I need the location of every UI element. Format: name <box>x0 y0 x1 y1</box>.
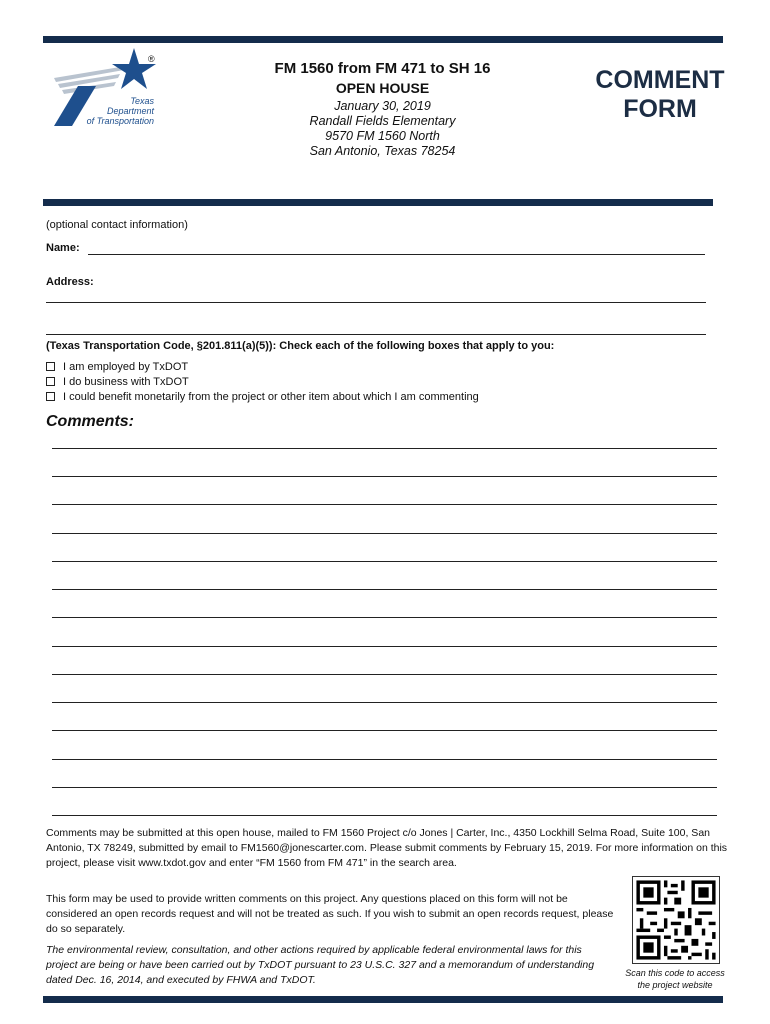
logo-text-line-1: Texas <box>130 96 154 106</box>
comment-line[interactable] <box>52 561 717 562</box>
submission-instructions: Comments may be submitted at this open house, mailed to FM 1560 Project c/o Jones | Carter, Inc., 4350 Lockhill Selma Road, Suite 100, San Antonio, TX 78249, submitted by email to FM1560@jonescarter.com. Please submit comments by February 15, 2019. For more information on this project, please visit www.txdot.gov and enter “FM 1560 from FM 471” in the search area. <box>46 827 728 869</box>
logo-text-line-3: of Transportation <box>86 116 154 126</box>
comment-line[interactable] <box>52 448 717 449</box>
comment-line[interactable] <box>52 759 717 760</box>
qr-code[interactable] <box>632 876 720 964</box>
comment-line[interactable] <box>52 815 717 816</box>
open-records-notice: This form may be used to provide written comments on this project. Any questions placed on this form will not be considered an open records request and will not be treated as such. If you wish to submit an open records request, please do so separately. <box>46 893 614 935</box>
form-label <box>590 66 730 124</box>
event-date: January 30, 2019 <box>334 99 431 113</box>
event-venue: Randall Fields Elementary <box>309 114 456 128</box>
comments-heading: Comments: <box>46 413 135 430</box>
qr-caption-line-2: the project website <box>637 980 713 990</box>
address-label: Address: <box>46 276 94 288</box>
logo-text <box>70 96 154 126</box>
checkbox-label-employed: I am employed by TxDOT <box>63 361 189 373</box>
form-label-line-2: FORM <box>623 95 697 123</box>
comment-line[interactable] <box>52 646 717 647</box>
comment-line[interactable] <box>52 476 717 477</box>
checkbox-box[interactable] <box>46 362 55 371</box>
comment-line[interactable] <box>52 674 717 675</box>
event-city: San Antonio, Texas 78254 <box>309 144 456 158</box>
form-label-line-1: COMMENT <box>595 66 725 94</box>
header-divider <box>43 199 713 206</box>
comment-line[interactable] <box>52 787 717 788</box>
checkbox-box[interactable] <box>46 377 55 386</box>
comment-line[interactable] <box>52 504 717 505</box>
comment-line[interactable] <box>52 589 717 590</box>
checkbox-employed[interactable] <box>46 361 188 373</box>
checkbox-benefit[interactable] <box>46 391 479 403</box>
environmental-notice: The environmental review, consultation, and other actions required by applicable federal environmental laws for this project are being or have been carried out by TxDOT pursuant to 23 U.S.C. 327 and a memorandum of understanding dated Dec. 16, 2014, and executed by FHWA and TxDOT. <box>46 944 595 986</box>
comment-line[interactable] <box>52 702 717 703</box>
qr-caption <box>610 967 740 991</box>
comment-line[interactable] <box>52 730 717 731</box>
checklist-heading: (Texas Transportation Code, §201.811(a)(5)): Check each of the following boxes that apply to you: <box>46 340 555 352</box>
page-title: FM 1560 from FM 471 to SH 16 <box>274 60 491 77</box>
qr-code-icon <box>633 877 719 963</box>
top-bar <box>43 36 723 43</box>
qr-caption-line-1: Scan this code to access <box>625 968 725 978</box>
optional-contact-note: (optional contact information) <box>46 219 188 231</box>
header-block <box>250 60 515 159</box>
checkbox-label-benefit: I could benefit monetarily from the project or other item about which I am commenting <box>63 391 479 403</box>
checkbox-box[interactable] <box>46 392 55 401</box>
event-street: 9570 FM 1560 North <box>325 129 440 143</box>
address-field-line-2[interactable] <box>46 334 706 335</box>
checkbox-business[interactable] <box>46 376 189 388</box>
logo-text-line-2: Department <box>106 106 154 116</box>
comment-line[interactable] <box>52 533 717 534</box>
checkbox-label-business: I do business with TxDOT <box>63 376 189 388</box>
name-label: Name: <box>46 242 80 254</box>
page-subtitle: OPEN HOUSE <box>335 80 430 96</box>
comment-line[interactable] <box>52 617 717 618</box>
name-field-line[interactable] <box>88 254 705 255</box>
bottom-bar <box>43 996 723 1003</box>
address-field-line-1[interactable] <box>46 302 706 303</box>
logo-registered-mark: ® <box>148 54 155 64</box>
